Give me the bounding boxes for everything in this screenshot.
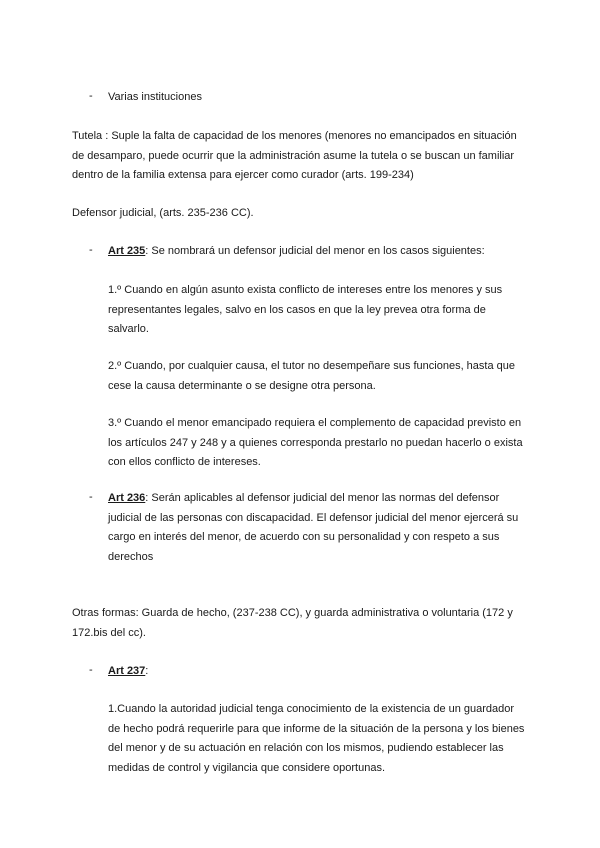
art-237-label: Art 237: [108, 665, 146, 677]
art-235-case-1: 1.º Cuando en algún asunto exista conflicto de intereses entre los menores y sus representantes legales, salvo en los casos en que la ley prevea otra forma de salvarlo.: [108, 284, 503, 335]
bullet-marker: -: [89, 244, 93, 256]
art-235-label: Art 235: [108, 245, 146, 257]
art-237-case-1: 1.Cuando la autoridad judicial tenga conocimiento de la existencia de un guardador de hecho podrá requerirle para que informe de la situación de la persona y los bienes del menor y de su actuación en relación con los mismos, pudiendo establecer las medidas de control y vigilancia que considere oportunas.: [108, 703, 525, 774]
art-236-text: : Serán aplicables al defensor judicial del menor las normas del defensor judicial de las personas con discapacidad. El defensor judicial del menor ejercerá su cargo en interés del menor, de acuerdo con su personalidad y con respeto a sus derechos: [108, 492, 519, 563]
paragraph-tutela: Tutela : Suple la falta de capacidad de los menores (menores no emancipados en situación de desamparo, puede ocurrir que la administración asume la tutela o se buscan un familiar dentro de la familia extensa para ejercer como curador (arts. 199-234): [72, 130, 517, 181]
art-235-case-3: 3.º Cuando el menor emancipado requiera el complemento de capacidad previsto en los artículos 247 y 248 y a quienes corresponda prestarlo no puedan hacerlo o exista con ellos conflicto de intereses.: [108, 417, 523, 468]
list-item-art-237: [108, 662, 528, 682]
art-235-case-2: 2.º Cuando, por cualquier causa, el tutor no desempeñare sus funciones, hasta que cese la causa determinante o se designe otra persona.: [108, 360, 515, 392]
bullet-marker: -: [89, 664, 93, 676]
bullet-marker: -: [89, 90, 93, 102]
list-item-art-235: [108, 242, 528, 262]
paragraph-defensor-judicial: Defensor judicial, (arts. 235-236 CC).: [72, 207, 254, 219]
bullet-marker: -: [89, 491, 93, 503]
art-236-label: Art 236: [108, 492, 146, 504]
paragraph-otras-formas: Otras formas: Guarda de hecho, (237-238 CC), y guarda administrativa o voluntaria (172 y 172.bis del cc).: [72, 607, 513, 639]
art-237-text: :: [145, 665, 149, 677]
art-235-text: : Se nombrará un defensor judicial del menor en los casos siguientes:: [145, 245, 485, 257]
list-item-art-236: [108, 489, 528, 567]
list-item-varias-instituciones: Varias instituciones: [108, 91, 202, 103]
